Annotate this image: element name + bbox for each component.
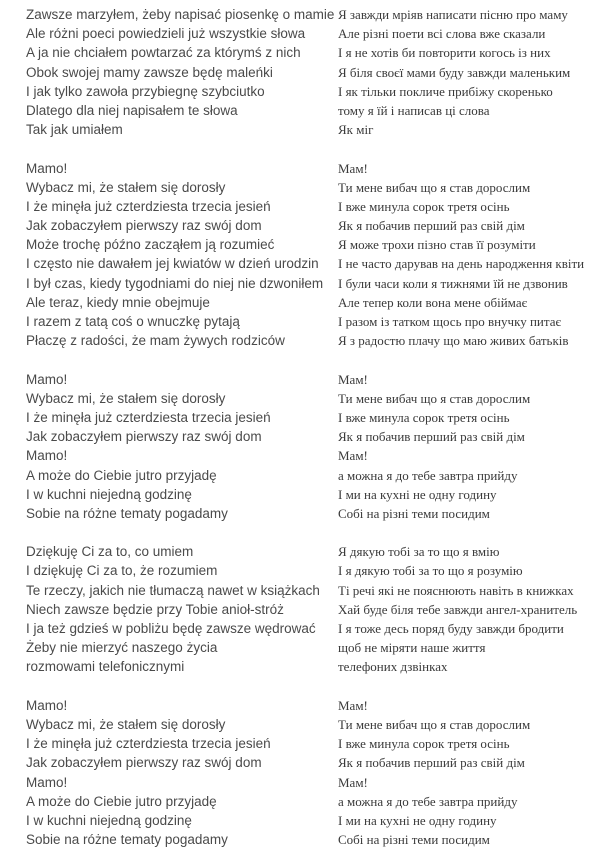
polish-lyric-line: Niech zawsze będzie przy Tobie anioł-stróż <box>26 601 284 617</box>
stanza-gap <box>26 523 326 542</box>
ukrainian-lyric-line: Мам! <box>338 774 368 790</box>
ukrainian-lyric-line: І вже минула сорок третя осінь <box>338 198 510 214</box>
polish-lyric-line: A może do Ciebie jutro przyjadę <box>26 793 217 809</box>
polish-lyric-line: Mamo! <box>26 160 68 176</box>
ukrainian-lyric-line: Як я побачив перший раз свій дім <box>338 429 525 445</box>
ukrainian-lyric-line: щоб не міряти наше життя <box>338 640 486 656</box>
ukrainian-lyric-line: І разом із татком щось про внучку питає <box>338 314 562 329</box>
ukrainian-lyric-line: Я може трохи пізно став її розуміти <box>338 237 536 253</box>
polish-lyric-line: Mamo! <box>26 371 68 387</box>
stanza-gap <box>338 139 608 158</box>
polish-lyric-line: A może do Ciebie jutro przyjadę <box>26 467 217 483</box>
ukrainian-lyric-line: І я не хотів би повторити когось із них <box>338 45 551 61</box>
polish-lyric-line: I był czas, kiedy tygodniami do niej nie dzwoniłem <box>26 275 324 291</box>
ukrainian-lyric-line: Я з радостю плачу що маю живих батьків <box>338 333 569 349</box>
polish-lyric-line: Płaczę z radości, że mam żywych rodziców <box>26 333 285 349</box>
polish-lyric-line: Wybacz mi, że stałem się dorosły <box>26 179 226 195</box>
polish-lyric-line: Jak zobaczyłem pierwszy raz swój dom <box>26 429 262 445</box>
ukrainian-lyric-line: І я дякую тобі за то що я розумію <box>338 563 523 579</box>
ukrainian-lyric-line: Як я побачив перший раз свій дім <box>338 218 525 234</box>
ukrainian-lyric-line: І були часи коли я тижнями їй не дзвонив <box>338 275 568 291</box>
ukrainian-lyric-line: Але тепер коли вона мене обіймає <box>338 294 528 310</box>
ukrainian-lyric-line: Ти мене вибач що я став дорослим <box>338 390 531 406</box>
ukrainian-lyrics-column <box>338 5 608 849</box>
polish-lyric-line: I w kuchni niejedną godzinę <box>26 812 192 828</box>
stanza-gap <box>338 523 608 542</box>
polish-lyrics-column <box>26 5 335 849</box>
polish-lyric-line: Jak zobaczyłem pierwszy raz swój dom <box>26 755 262 771</box>
ukrainian-lyric-line: І я тоже десь поряд буду завжди бродити <box>338 621 564 636</box>
ukrainian-lyric-line: І не часто дарував на день народження квіти <box>338 256 585 272</box>
polish-lyric-line: Wybacz mi, że stałem się dorosły <box>26 716 226 732</box>
polish-lyric-line: Może trochę późno zacząłem ją rozumieć <box>26 237 275 253</box>
polish-lyric-line: I że minęła już czterdziesta trzecia jesień <box>26 198 271 214</box>
ukrainian-lyric-line: Але різні поети всі слова вже сказали <box>338 26 546 42</box>
ukrainian-lyric-line: Я біля своєї мами буду завжди маленьким <box>338 64 571 80</box>
polish-lyric-line: Żeby nie mierzyć naszego życia <box>26 640 218 656</box>
polish-lyric-line: Sobie na różne tematy pogadamy <box>26 832 228 848</box>
polish-lyric-line: Mamo! <box>26 697 68 713</box>
ukrainian-lyric-line: Я завжди мріяв написати пісню про маму <box>338 7 568 22</box>
polish-lyric-line: Mamo! <box>26 448 68 464</box>
stanza-gap <box>26 350 326 369</box>
ukrainian-lyric-line: Хай буде біля тебе завжди ангел-хранитель <box>338 601 578 617</box>
polish-lyric-line: I że minęła już czterdziesta trzecia jesień <box>26 736 271 752</box>
ukrainian-lyric-line: а можна я до тебе завтра прийду <box>338 467 518 483</box>
ukrainian-lyric-line: Ті речі які не пояснюють навіть в книжках <box>338 582 574 598</box>
ukrainian-lyric-line: Я дякую тобі за то що я вмію <box>338 544 500 560</box>
stanza-gap <box>26 677 326 696</box>
ukrainian-lyric-line: Мам! <box>338 160 368 176</box>
polish-lyric-line: Zawsze marzyłem, żeby napisać piosenkę o mamie <box>26 7 335 22</box>
ukrainian-lyric-line: Ти мене вибач що я став дорослим <box>338 716 531 732</box>
ukrainian-lyric-line: Собі на різні теми посидим <box>338 505 490 521</box>
polish-lyric-line: Tak jak umiałem <box>26 122 123 138</box>
polish-lyric-line: I jak tylko zawoła przybiegnę szybciutko <box>26 83 265 99</box>
polish-lyric-line: I ja też gdzieś w pobliżu będę zawsze wędrować <box>26 621 316 636</box>
polish-lyric-line: Obok swojej mamy zawsze będę maleńki <box>26 64 273 80</box>
polish-lyric-line: Te rzeczy, jakich nie tłumaczą nawet w książkach <box>26 582 320 598</box>
ukrainian-lyric-line: телефоних дзвінках <box>338 659 448 675</box>
polish-lyric-line: Sobie na różne tematy pogadamy <box>26 505 228 521</box>
stanza-gap <box>26 139 326 158</box>
ukrainian-lyric-line: Мам! <box>338 371 368 387</box>
polish-lyric-line: rozmowami telefonicznymi <box>26 659 185 675</box>
ukrainian-lyric-line: Собі на різні теми посидим <box>338 832 490 848</box>
ukrainian-lyric-line: тому я їй і написав ці слова <box>338 102 490 118</box>
ukrainian-lyric-line: І як тільки покличе прибіжу скоренько <box>338 83 553 99</box>
polish-lyric-line: Mamo! <box>26 774 68 790</box>
polish-lyric-line: I często nie dawałem jej kwiatów w dzień urodzin <box>26 256 319 272</box>
polish-lyric-line: Wybacz mi, że stałem się dorosły <box>26 390 226 406</box>
ukrainian-lyric-line: Як міг <box>338 122 374 138</box>
ukrainian-lyric-line: І вже минула сорок третя осінь <box>338 736 510 752</box>
polish-lyric-line: Dziękuję Ci za to, co umiem <box>26 544 194 560</box>
polish-lyric-line: Ale teraz, kiedy mnie obejmuje <box>26 294 210 310</box>
polish-lyric-line: I w kuchni niejedną godzinę <box>26 486 192 502</box>
ukrainian-lyric-line: Ти мене вибач що я став дорослим <box>338 179 531 195</box>
polish-lyric-line: I razem z tatą coś o wnuczkę pytają <box>26 314 240 329</box>
ukrainian-lyric-line: І вже минула сорок третя осінь <box>338 409 510 425</box>
polish-lyric-line: I że minęła już czterdziesta trzecia jesień <box>26 409 271 425</box>
polish-lyric-line: Dlatego dla niej napisałem te słowa <box>26 102 238 118</box>
polish-lyric-line: I dziękuję Ci za to, że rozumiem <box>26 563 218 579</box>
ukrainian-lyric-line: Мам! <box>338 697 368 713</box>
stanza-gap <box>338 350 608 369</box>
ukrainian-lyric-line: Як я побачив перший раз свій дім <box>338 755 525 771</box>
ukrainian-lyric-line: І ми на кухні не одну годину <box>338 812 497 828</box>
polish-lyric-line: Ale różni poeci powiedzieli już wszystkie słowa <box>26 26 306 42</box>
polish-lyric-line: A ja nie chciałem powtarzać za którymś z nich <box>26 45 301 61</box>
stanza-gap <box>338 677 608 696</box>
ukrainian-lyric-line: а можна я до тебе завтра прийду <box>338 793 518 809</box>
polish-lyric-line: Jak zobaczyłem pierwszy raz swój dom <box>26 218 262 234</box>
ukrainian-lyric-line: Мам! <box>338 448 368 464</box>
ukrainian-lyric-line: І ми на кухні не одну годину <box>338 486 497 502</box>
